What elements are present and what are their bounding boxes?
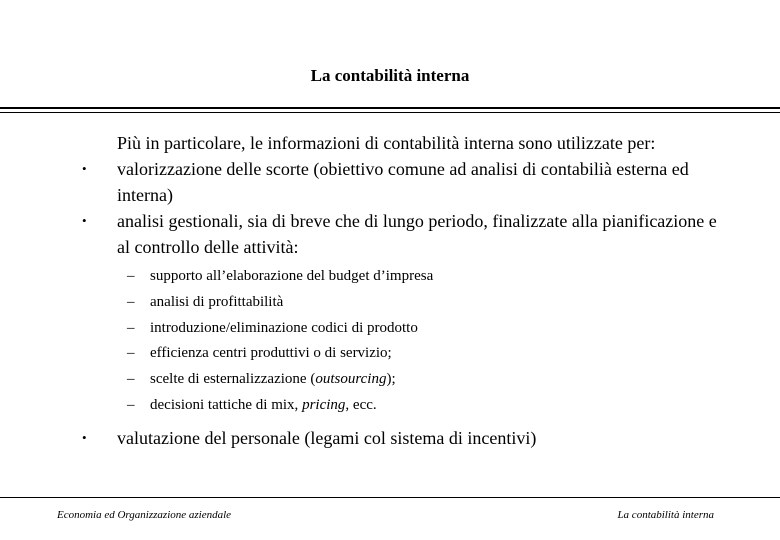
bullet-icon: • — [82, 429, 87, 445]
dash-icon: – — [127, 371, 135, 388]
bullet-item — [80, 156, 720, 208]
title-rule-top — [0, 107, 780, 109]
footer-rule — [0, 497, 780, 498]
sub-item — [80, 316, 720, 342]
intro-text: Più in particolare, le informazioni di contabilità interna sono utilizzate per: — [117, 133, 656, 153]
dash-icon: – — [127, 345, 135, 362]
sub-item-text-part: scelte di esternalizzazione ( — [150, 371, 316, 388]
sub-item-text: introduzione/eliminazione codici di prodotto — [150, 319, 418, 336]
sub-item — [80, 341, 720, 367]
dash-icon: – — [127, 319, 135, 336]
bullet-icon: • — [82, 161, 87, 176]
bullet-text: analisi gestionali, sia di breve che di lungo periodo, finalizzate alla pianificazione e al controllo delle attività: — [117, 211, 717, 257]
sub-item-text: analisi di profittabilità — [150, 293, 284, 310]
slide-body — [80, 130, 720, 451]
sub-item-text-part: ); — [386, 371, 396, 388]
dash-icon: – — [127, 268, 135, 284]
sub-item-text — [150, 397, 377, 413]
bullet-text: valutazione del personale (legami col sistema di incentivi) — [117, 427, 537, 448]
footer-section-title: La contabilità interna — [617, 509, 714, 521]
sub-item-text: supporto all’elaborazione del budget d’impresa — [150, 268, 434, 284]
title-rule-bottom — [0, 112, 780, 113]
sub-item — [80, 290, 720, 316]
bullet-icon: • — [82, 213, 87, 228]
sub-list — [80, 264, 720, 419]
sub-item — [80, 393, 720, 419]
sub-item-text-part: decisioni tattiche di mix, — [150, 396, 303, 413]
bullet-text: valorizzazione delle scorte (obiettivo comune ad analisi di contabilià esterna ed interna) — [117, 159, 689, 205]
sub-item-text — [150, 371, 396, 387]
bullet-item — [80, 208, 720, 260]
sub-item-text-part: , ecc. — [345, 396, 377, 413]
dash-icon: – — [127, 293, 135, 310]
sub-item — [80, 367, 720, 393]
sub-item — [80, 264, 720, 290]
bullet-item — [80, 425, 720, 451]
footer-course-title: Economia ed Organizzazione aziendale — [57, 509, 232, 521]
sub-item-text: efficienza centri produttivi o di servizio; — [150, 345, 392, 362]
emphasis-text: outsourcing — [315, 371, 387, 388]
emphasis-text: pricing — [302, 396, 346, 413]
slide-title: La contabilità interna — [310, 66, 470, 85]
dash-icon: – — [127, 396, 135, 413]
